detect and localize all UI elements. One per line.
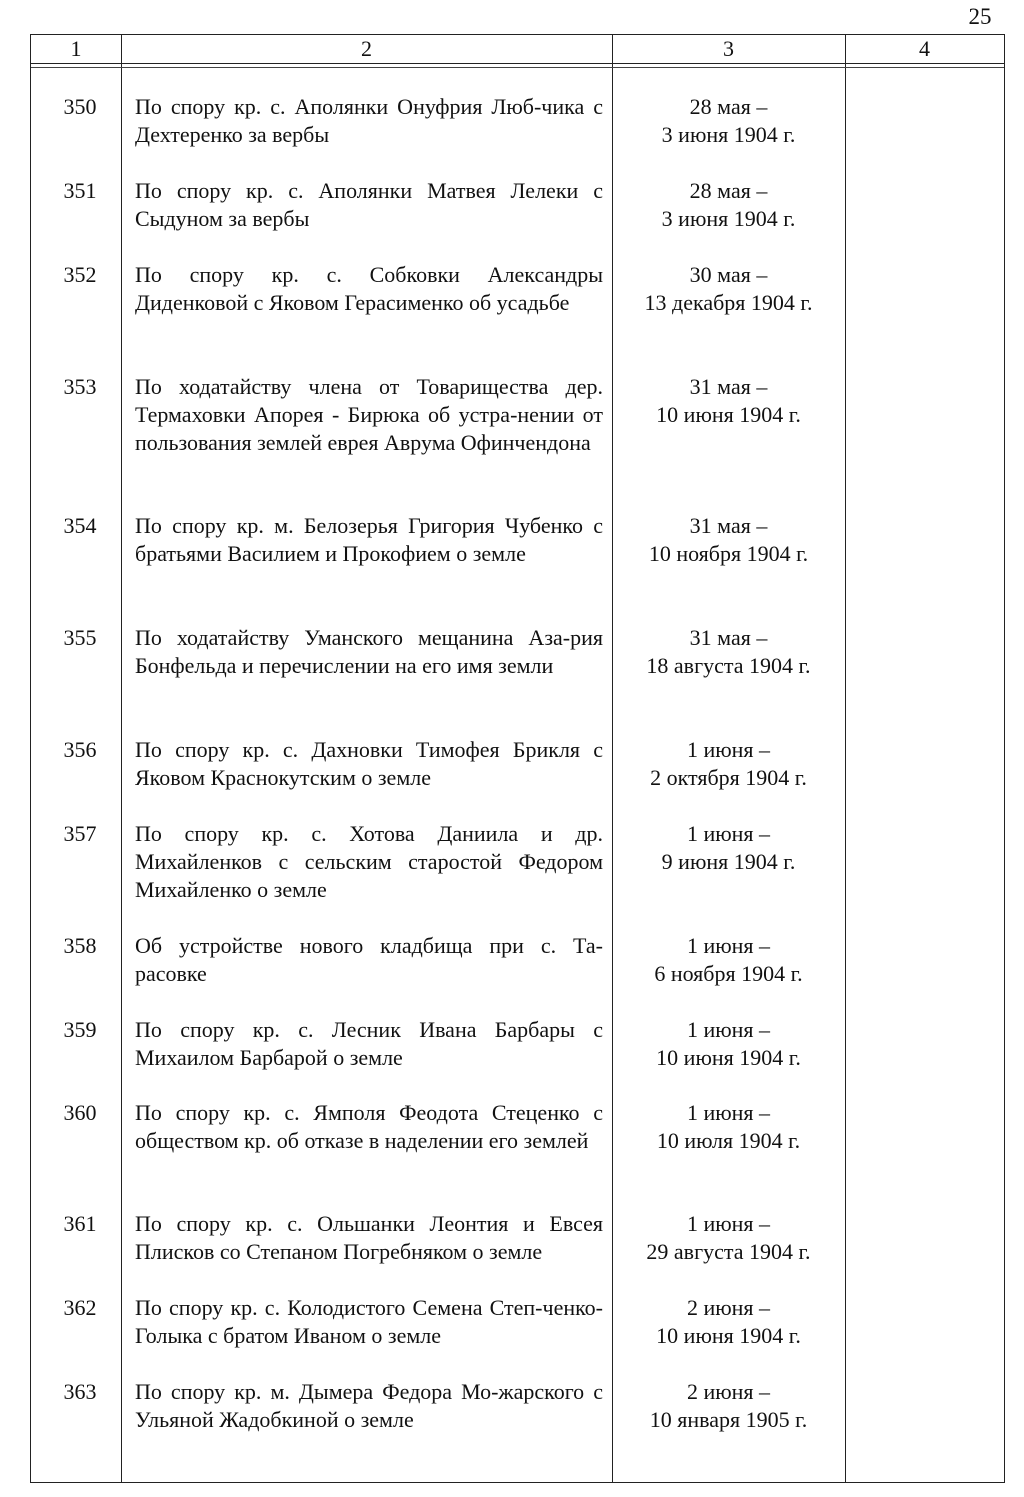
row-number: 355 xyxy=(63,625,97,650)
row-dates xyxy=(611,1016,846,1072)
row-number: 354 xyxy=(63,513,97,538)
archive-inventory-table xyxy=(30,34,1005,1483)
table-row xyxy=(31,373,1004,512)
row-number: 363 xyxy=(63,1379,97,1404)
date-from: 28 мая – xyxy=(689,178,768,203)
row-number: 356 xyxy=(63,737,97,762)
date-to: 6 ноября 1904 г. xyxy=(654,961,803,986)
row-description: По спору кр. м. Дымера Федора Мо-жарского с Ульяной Жадобкиной о земле xyxy=(135,1379,603,1432)
row-number: 361 xyxy=(63,1211,97,1236)
header-col-2: 2 xyxy=(361,36,372,61)
date-from: 1 июня – xyxy=(686,933,771,958)
date-to: 18 августа 1904 г. xyxy=(646,653,811,678)
row-dates xyxy=(611,261,846,317)
row-description: По спору кр. с. Аполянки Матвея Лелеки с Сыдуном за вербы xyxy=(135,178,603,231)
row-dates xyxy=(611,373,846,429)
date-from: 31 мая – xyxy=(689,625,768,650)
row-description: По ходатайству Уманского мещанина Аза-рия Бонфельда и перечислении на его имя земли xyxy=(135,625,603,678)
row-description: По спору кр. с. Колодистого Семена Степ-ченко-Голыка с братом Иваном о земле xyxy=(135,1295,603,1348)
row-number: 353 xyxy=(63,374,97,399)
row-number: 358 xyxy=(63,933,97,958)
row-dates xyxy=(611,512,846,568)
row-dates xyxy=(611,736,846,792)
date-to: 10 ноября 1904 г. xyxy=(648,541,809,566)
date-from: 1 июня – xyxy=(686,737,771,762)
row-dates xyxy=(611,932,846,988)
header-rule xyxy=(31,63,1004,64)
row-number: 357 xyxy=(63,821,97,846)
date-from: 1 июня – xyxy=(686,1211,771,1236)
row-description: По спору кр. с. Хотова Даниила и др. Михайленков с сельским старостой Федором Михайленко о земле xyxy=(135,821,603,902)
date-to: 3 июня 1904 г. xyxy=(661,122,796,147)
row-dates xyxy=(611,177,846,233)
header-rule-double xyxy=(31,67,1004,68)
date-to: 3 июня 1904 г. xyxy=(661,206,796,231)
table-row xyxy=(31,177,1004,261)
table-row xyxy=(31,1294,1004,1378)
row-number: 351 xyxy=(63,178,97,203)
table-body xyxy=(31,93,1004,1462)
table-row xyxy=(31,261,1004,373)
table-row xyxy=(31,1378,1004,1462)
date-to: 10 июня 1904 г. xyxy=(656,402,801,427)
date-from: 28 мая – xyxy=(689,94,768,119)
table-row xyxy=(31,932,1004,1016)
date-from: 31 мая – xyxy=(689,374,768,399)
date-from: 1 июня – xyxy=(686,1017,771,1042)
row-number: 360 xyxy=(63,1100,97,1125)
row-description: По спору кр. с. Ольшанки Леонтия и Евсея Плисков со Степаном Погребняком о земле xyxy=(135,1211,603,1264)
row-number: 359 xyxy=(63,1017,97,1042)
row-dates xyxy=(611,1099,846,1155)
date-to: 29 августа 1904 г. xyxy=(646,1239,811,1264)
row-dates xyxy=(611,1294,846,1350)
table-row xyxy=(31,820,1004,932)
row-description: По ходатайству члена от Товарищества дер. Термаховки Апорея - Бирюка об устра-нении от пользования землей еврея Аврума Офинчендона xyxy=(135,374,603,455)
table-row xyxy=(31,624,1004,736)
row-dates xyxy=(611,820,846,876)
date-from: 2 июня – xyxy=(686,1379,771,1404)
row-description: По спору кр. с. Собковки Александры Диденковой с Яковом Герасименко об усадьбе xyxy=(135,262,603,315)
table-row xyxy=(31,1210,1004,1294)
row-description: По спору кр. с. Ямполя Феодота Стеценко с обществом кр. об отказе в наделении его землей xyxy=(135,1100,603,1153)
header-col-4: 4 xyxy=(919,36,930,61)
table-row xyxy=(31,512,1004,624)
table-row xyxy=(31,736,1004,820)
row-dates xyxy=(611,624,846,680)
table-row xyxy=(31,93,1004,177)
row-number: 352 xyxy=(63,262,97,287)
row-number: 350 xyxy=(63,94,97,119)
header-col-3: 3 xyxy=(723,36,734,61)
row-description: По спору кр. с. Дахновки Тимофея Брикля с Яковом Краснокутским о земле xyxy=(135,737,603,790)
row-description: По спору кр. с. Аполянки Онуфрия Люб-чика с Дехтеренко за вербы xyxy=(135,94,603,147)
header-col-1: 1 xyxy=(70,36,82,61)
date-to: 2 октября 1904 г. xyxy=(650,765,807,790)
date-to: 9 июня 1904 г. xyxy=(661,849,796,874)
row-description: Об устройстве нового кладбища при с. Та-расовке xyxy=(135,933,603,986)
date-from: 2 июня – xyxy=(686,1295,771,1320)
row-description: По спору кр. с. Лесник Ивана Барбары с Михаилом Барбарой о земле xyxy=(135,1017,603,1070)
date-from: 31 мая – xyxy=(689,513,768,538)
date-from: 30 мая – xyxy=(689,262,768,287)
date-to: 10 июня 1904 г. xyxy=(656,1323,801,1348)
row-dates xyxy=(611,1378,846,1434)
row-number: 362 xyxy=(63,1295,97,1320)
row-dates xyxy=(611,93,846,149)
page-number: 25 xyxy=(968,4,992,29)
date-to: 10 июня 1904 г. xyxy=(656,1045,801,1070)
table-row xyxy=(31,1099,1004,1210)
table-row xyxy=(31,1016,1004,1099)
date-from: 1 июня – xyxy=(686,821,771,846)
date-to: 13 декабря 1904 г. xyxy=(644,290,813,315)
date-to: 10 июля 1904 г. xyxy=(656,1128,801,1153)
date-to: 10 января 1905 г. xyxy=(649,1407,808,1432)
row-dates xyxy=(611,1210,846,1266)
date-from: 1 июня – xyxy=(686,1100,771,1125)
row-description: По спору кр. м. Белозерья Григория Чубенко с братьями Василием и Прокофием о земле xyxy=(135,513,603,566)
